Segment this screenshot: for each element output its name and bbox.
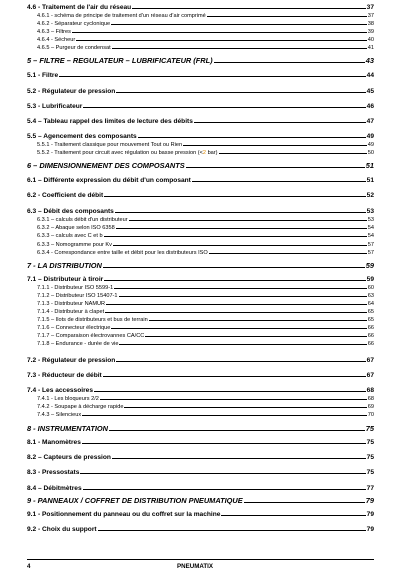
toc-entry[interactable] — [27, 526, 374, 533]
toc-entry[interactable] — [27, 29, 374, 35]
toc-entry-title: 8.2 – Capteurs de pression — [27, 454, 111, 461]
toc-entry-title: 7.1 – Distributeur à tiroir — [27, 276, 104, 283]
toc-entry-page: 79 — [366, 526, 374, 533]
toc-entry-page: 64 — [367, 301, 374, 307]
toc-entry[interactable] — [27, 225, 374, 231]
toc-leader-line — [192, 181, 366, 182]
toc-leader-line — [111, 328, 366, 329]
toc-entry-page: 66 — [367, 341, 374, 347]
toc-entry-title: 7.4.1 - Les bloqueurs 2/2 — [37, 396, 99, 402]
toc-entry-page: 60 — [367, 285, 374, 291]
toc-leader-line — [103, 376, 366, 377]
toc-leader-line — [138, 137, 366, 138]
toc-entry-title: 9 - PANNEAUX / COFFRET DE DISTRIBUTION PNEUMATIQUE — [27, 496, 243, 505]
toc-entry-page: 40 — [367, 37, 374, 43]
toc-entry[interactable] — [27, 142, 374, 148]
toc-leader-line — [214, 62, 365, 63]
toc-entry-title: 6.3.1 – calculs débit d'un distributeur — [37, 217, 128, 223]
toc-entry-title: 7.1.2 – Distributeur ISO 15407-1 — [37, 293, 118, 299]
toc-leader-line — [100, 399, 367, 400]
toc-entry-title: 4.6.1 - schéma de principe de traitement d'un réseau d'air comprimé — [37, 13, 206, 19]
toc-leader-line — [186, 167, 365, 168]
toc-entry-title: 7.1.4 - Distributeur à clapet — [37, 309, 105, 315]
toc-entry-page: 53 — [366, 208, 374, 215]
toc-entry[interactable] — [27, 88, 374, 95]
toc-entry[interactable] — [27, 37, 374, 43]
toc-entry-page: 38 — [367, 21, 374, 27]
toc-entry-page: 65 — [367, 309, 374, 315]
toc-entry[interactable] — [27, 511, 374, 518]
toc-entry-title: 5.5 – Agencement des composants — [27, 133, 137, 140]
toc-leader-line — [132, 8, 365, 9]
toc-entry-page: 75 — [366, 454, 374, 461]
toc-leader-line — [116, 228, 367, 229]
toc-entry-title: 7 - LA DISTRIBUTION — [27, 261, 102, 270]
toc-entry-page: 37 — [366, 4, 374, 11]
toc-entry[interactable] — [27, 72, 374, 79]
toc-entry-page: 57 — [367, 242, 374, 248]
toc-leader-line — [82, 443, 366, 444]
toc-entry-title: 7.1.1 - Distributeur ISO 5599-1 — [37, 285, 114, 291]
toc-entry-page: 69 — [367, 404, 374, 410]
toc-entry[interactable] — [27, 485, 374, 492]
toc-leader-line — [207, 16, 367, 17]
toc-entry-page: 79 — [365, 496, 374, 505]
toc-entry-page: 70 — [367, 412, 374, 418]
toc-leader-line — [109, 430, 365, 431]
toc-entry-page: 65 — [367, 317, 374, 323]
toc-entry-title: 7.4.3 – Silencieux — [37, 412, 82, 418]
toc-entry-title: 6.3.3 – calculs avec C et b — [37, 233, 103, 239]
toc-entry-page: 67 — [366, 357, 374, 364]
toc-entry[interactable] — [27, 118, 374, 125]
toc-entry-title: 6.2 - Coefficient de débit — [27, 192, 104, 199]
toc-entry-page: 44 — [366, 72, 374, 79]
toc-entry[interactable] — [27, 317, 374, 323]
toc-entry[interactable] — [27, 396, 374, 402]
toc-entry-title: 7.1.5 – Ilots de distributeurs et bus de terrain — [37, 317, 148, 323]
toc-entry-page: 59 — [366, 276, 374, 283]
toc-entry[interactable] — [27, 285, 374, 291]
toc-entry[interactable] — [27, 341, 374, 347]
toc-entry-page: 67 — [366, 372, 374, 379]
toc-entry-page: 51 — [365, 161, 374, 170]
toc-leader-line — [221, 515, 365, 516]
toc-entry[interactable] — [27, 250, 374, 256]
toc-entry[interactable] — [27, 387, 374, 394]
toc-entry[interactable] — [27, 208, 374, 215]
toc-entry[interactable] — [27, 469, 374, 476]
toc-entry-page: 57 — [367, 250, 374, 256]
toc-entry-page: 53 — [367, 217, 374, 223]
toc-entry[interactable] — [27, 103, 374, 110]
toc-entry-title: 5.5.2 - Traitement pour circuit avec régulation ou basse pression (<2 bar) — [37, 150, 218, 156]
toc-entry[interactable] — [27, 56, 374, 65]
toc-entry-page: 46 — [366, 103, 374, 110]
toc-entry-title: 8.1 - Manomètres — [27, 439, 81, 446]
toc-leader-line — [145, 336, 366, 337]
toc-entry-page: 43 — [365, 56, 374, 65]
toc-entry-title: 7.1.6 – Connecteur électrique — [37, 325, 111, 331]
toc-entry-title: 6.3.4 - Correspondance entre taille et débit pour les distributeurs ISO — [37, 250, 208, 256]
toc-entry-page: 75 — [366, 469, 374, 476]
toc-entry-page: 68 — [367, 396, 374, 402]
toc-leader-line — [244, 502, 365, 503]
toc-leader-line — [115, 212, 366, 213]
toc-entry[interactable] — [27, 177, 374, 184]
toc-entry[interactable] — [27, 424, 374, 433]
toc-entry[interactable] — [27, 217, 374, 223]
toc-entry[interactable] — [27, 454, 374, 461]
toc-leader-line — [116, 92, 365, 93]
toc-leader-line — [106, 304, 367, 305]
toc-entry-title: 6.1 – Différente expression du débit d'un composant — [27, 177, 191, 184]
toc-entry-title: 4.6.2 - Séparateur cyclonique — [37, 21, 111, 27]
toc-entry-title: 7.1.8 – Endurance - durée de vie — [37, 341, 119, 347]
toc-leader-line — [76, 40, 367, 41]
toc-entry-title: 5.5.1 - Traitement classique pour mouvement Tout ou Rien — [37, 142, 183, 148]
toc-leader-line — [209, 253, 367, 254]
toc-entry-page: 39 — [367, 29, 374, 35]
toc-entry-page: 52 — [366, 192, 374, 199]
toc-leader-line — [105, 312, 367, 313]
toc-entry[interactable] — [27, 301, 374, 307]
toc-entry[interactable] — [27, 496, 374, 505]
toc-entry[interactable] — [27, 133, 374, 140]
toc-entry[interactable] — [27, 333, 374, 339]
toc-entry-title: 9.1 - Positionnement du panneau ou du coffret sur la machine — [27, 511, 221, 518]
toc-leader-line — [83, 107, 365, 108]
toc-entry-title: 6.3.2 – Abaque selon ISO 6358 — [37, 225, 115, 231]
toc-entry-title: 6.3 – Débit des composants — [27, 208, 114, 215]
toc-entry-title: 7.3 - Réducteur de débit — [27, 372, 102, 379]
toc-entry-page: 75 — [365, 424, 374, 433]
toc-entry-page: 79 — [366, 511, 374, 518]
toc-leader-line — [104, 236, 367, 237]
toc-entry[interactable] — [27, 13, 374, 19]
toc-leader-line — [82, 415, 367, 416]
toc-leader-line — [116, 361, 365, 362]
toc-entry-title: 5.1 - Filtre — [27, 72, 59, 79]
toc-entry-page: 66 — [367, 325, 374, 331]
toc-entry-page: 49 — [367, 142, 374, 148]
toc-entry-page: 68 — [366, 387, 374, 394]
toc-leader-line — [124, 407, 366, 408]
toc-entry[interactable] — [27, 233, 374, 239]
toc-entry-title: 4.6.5 – Purgeur de condensat — [37, 45, 111, 51]
toc-leader-line — [149, 320, 367, 321]
toc-entry-title: 5.2 - Régulateur de pression — [27, 88, 116, 95]
toc-entry[interactable] — [27, 293, 374, 299]
toc-entry-title: 4.6.4 - Sécheur — [37, 37, 76, 43]
toc-leader-line — [112, 48, 367, 49]
toc-entry-title: 7.1.7 – Comparaison électrovannes CA/CC — [37, 333, 145, 339]
toc-entry-page: 54 — [367, 233, 374, 239]
toc-entry-title: 7.2 - Régulateur de pression — [27, 357, 116, 364]
toc-leader-line — [59, 76, 366, 77]
toc-entry-title: 8 - INSTRUMENTATION — [27, 424, 109, 433]
toc-leader-line — [119, 344, 366, 345]
toc-entry[interactable] — [27, 276, 374, 283]
toc-leader-line — [98, 530, 366, 531]
toc-leader-line — [112, 458, 366, 459]
toc-leader-line — [129, 220, 367, 221]
toc-leader-line — [103, 267, 365, 268]
toc-leader-line — [104, 280, 365, 281]
toc-entry-page: 54 — [367, 225, 374, 231]
toc-entry-page: 75 — [366, 439, 374, 446]
toc-entry[interactable] — [27, 439, 374, 446]
toc-entry[interactable] — [27, 372, 374, 379]
toc-entry-title: 5.4 – Tableau rappel des limites de lecture des débits — [27, 118, 193, 125]
toc-entry[interactable] — [27, 412, 374, 418]
toc-entry[interactable] — [27, 325, 374, 331]
toc-entry-page: 37 — [367, 13, 374, 19]
toc-entry[interactable] — [27, 192, 374, 199]
toc-entry-title: 9.2 - Choix du support — [27, 526, 97, 533]
toc-entry-page: 66 — [367, 333, 374, 339]
footer-brand: PNEUMATIX — [177, 563, 213, 570]
toc-entry[interactable] — [27, 21, 374, 27]
toc-entry[interactable] — [27, 150, 374, 156]
toc-leader-line — [183, 145, 367, 146]
toc-entry-page: 41 — [367, 45, 374, 51]
toc-entry[interactable] — [27, 4, 374, 11]
toc-entry-page: 45 — [366, 88, 374, 95]
highlight-text: 2 — [202, 150, 207, 156]
toc-entry-page: 47 — [366, 118, 374, 125]
toc-entry-title: 6 – DIMENSIONNEMENT DES COMPOSANTS — [27, 161, 185, 170]
toc-entry[interactable] — [27, 45, 374, 51]
footer-divider — [27, 559, 374, 560]
toc-entry-title: 8.3 - Pressostats — [27, 469, 80, 476]
toc-entry-title: 4.6 - Traitement de l'air du réseau — [27, 4, 132, 11]
toc-entry-title: 5 – FILTRE – REGULATEUR – LUBRIFICATEUR (FRL) — [27, 56, 213, 65]
toc-entry-page: 50 — [367, 150, 374, 156]
toc-leader-line — [119, 296, 367, 297]
toc-entry-title: 4.6.3 – Filtres — [37, 29, 71, 35]
toc-entry[interactable] — [27, 309, 374, 315]
toc-entry-page: 63 — [367, 293, 374, 299]
footer-page-number: 4 — [27, 563, 31, 570]
toc-leader-line — [194, 122, 366, 123]
toc-entry-page: 59 — [365, 261, 374, 270]
toc-entry-title: 6.3.3 – Nomogramme pour Kv — [37, 242, 112, 248]
toc-leader-line — [80, 473, 365, 474]
toc-leader-line — [104, 196, 365, 197]
toc-leader-line — [72, 32, 367, 33]
toc-leader-line — [111, 24, 367, 25]
toc-entry[interactable] — [27, 161, 374, 170]
toc-entry-title: 5.3 - Lubrificateur — [27, 103, 83, 110]
toc-entry-page: 77 — [366, 485, 374, 492]
toc-entry-page: 51 — [366, 177, 374, 184]
toc-leader-line — [219, 153, 367, 154]
toc-entry[interactable] — [27, 242, 374, 248]
toc-leader-line — [114, 288, 367, 289]
toc-entry-title: 8.4 – Débitmètres — [27, 485, 82, 492]
toc-leader-line — [83, 489, 366, 490]
toc-entry-title: 7.4.2 - Soupape à décharge rapide — [37, 404, 124, 410]
toc-entry-title: 7.4 - Les accessoires — [27, 387, 93, 394]
toc-leader-line — [113, 245, 367, 246]
toc-leader-line — [94, 391, 366, 392]
toc-entry-title: 7.1.3 - Distributeur NAMUR — [37, 301, 106, 307]
toc-entry[interactable] — [27, 261, 374, 270]
toc-entry-page: 49 — [366, 133, 374, 140]
toc-entry[interactable] — [27, 404, 374, 410]
toc-entry[interactable] — [27, 357, 374, 364]
